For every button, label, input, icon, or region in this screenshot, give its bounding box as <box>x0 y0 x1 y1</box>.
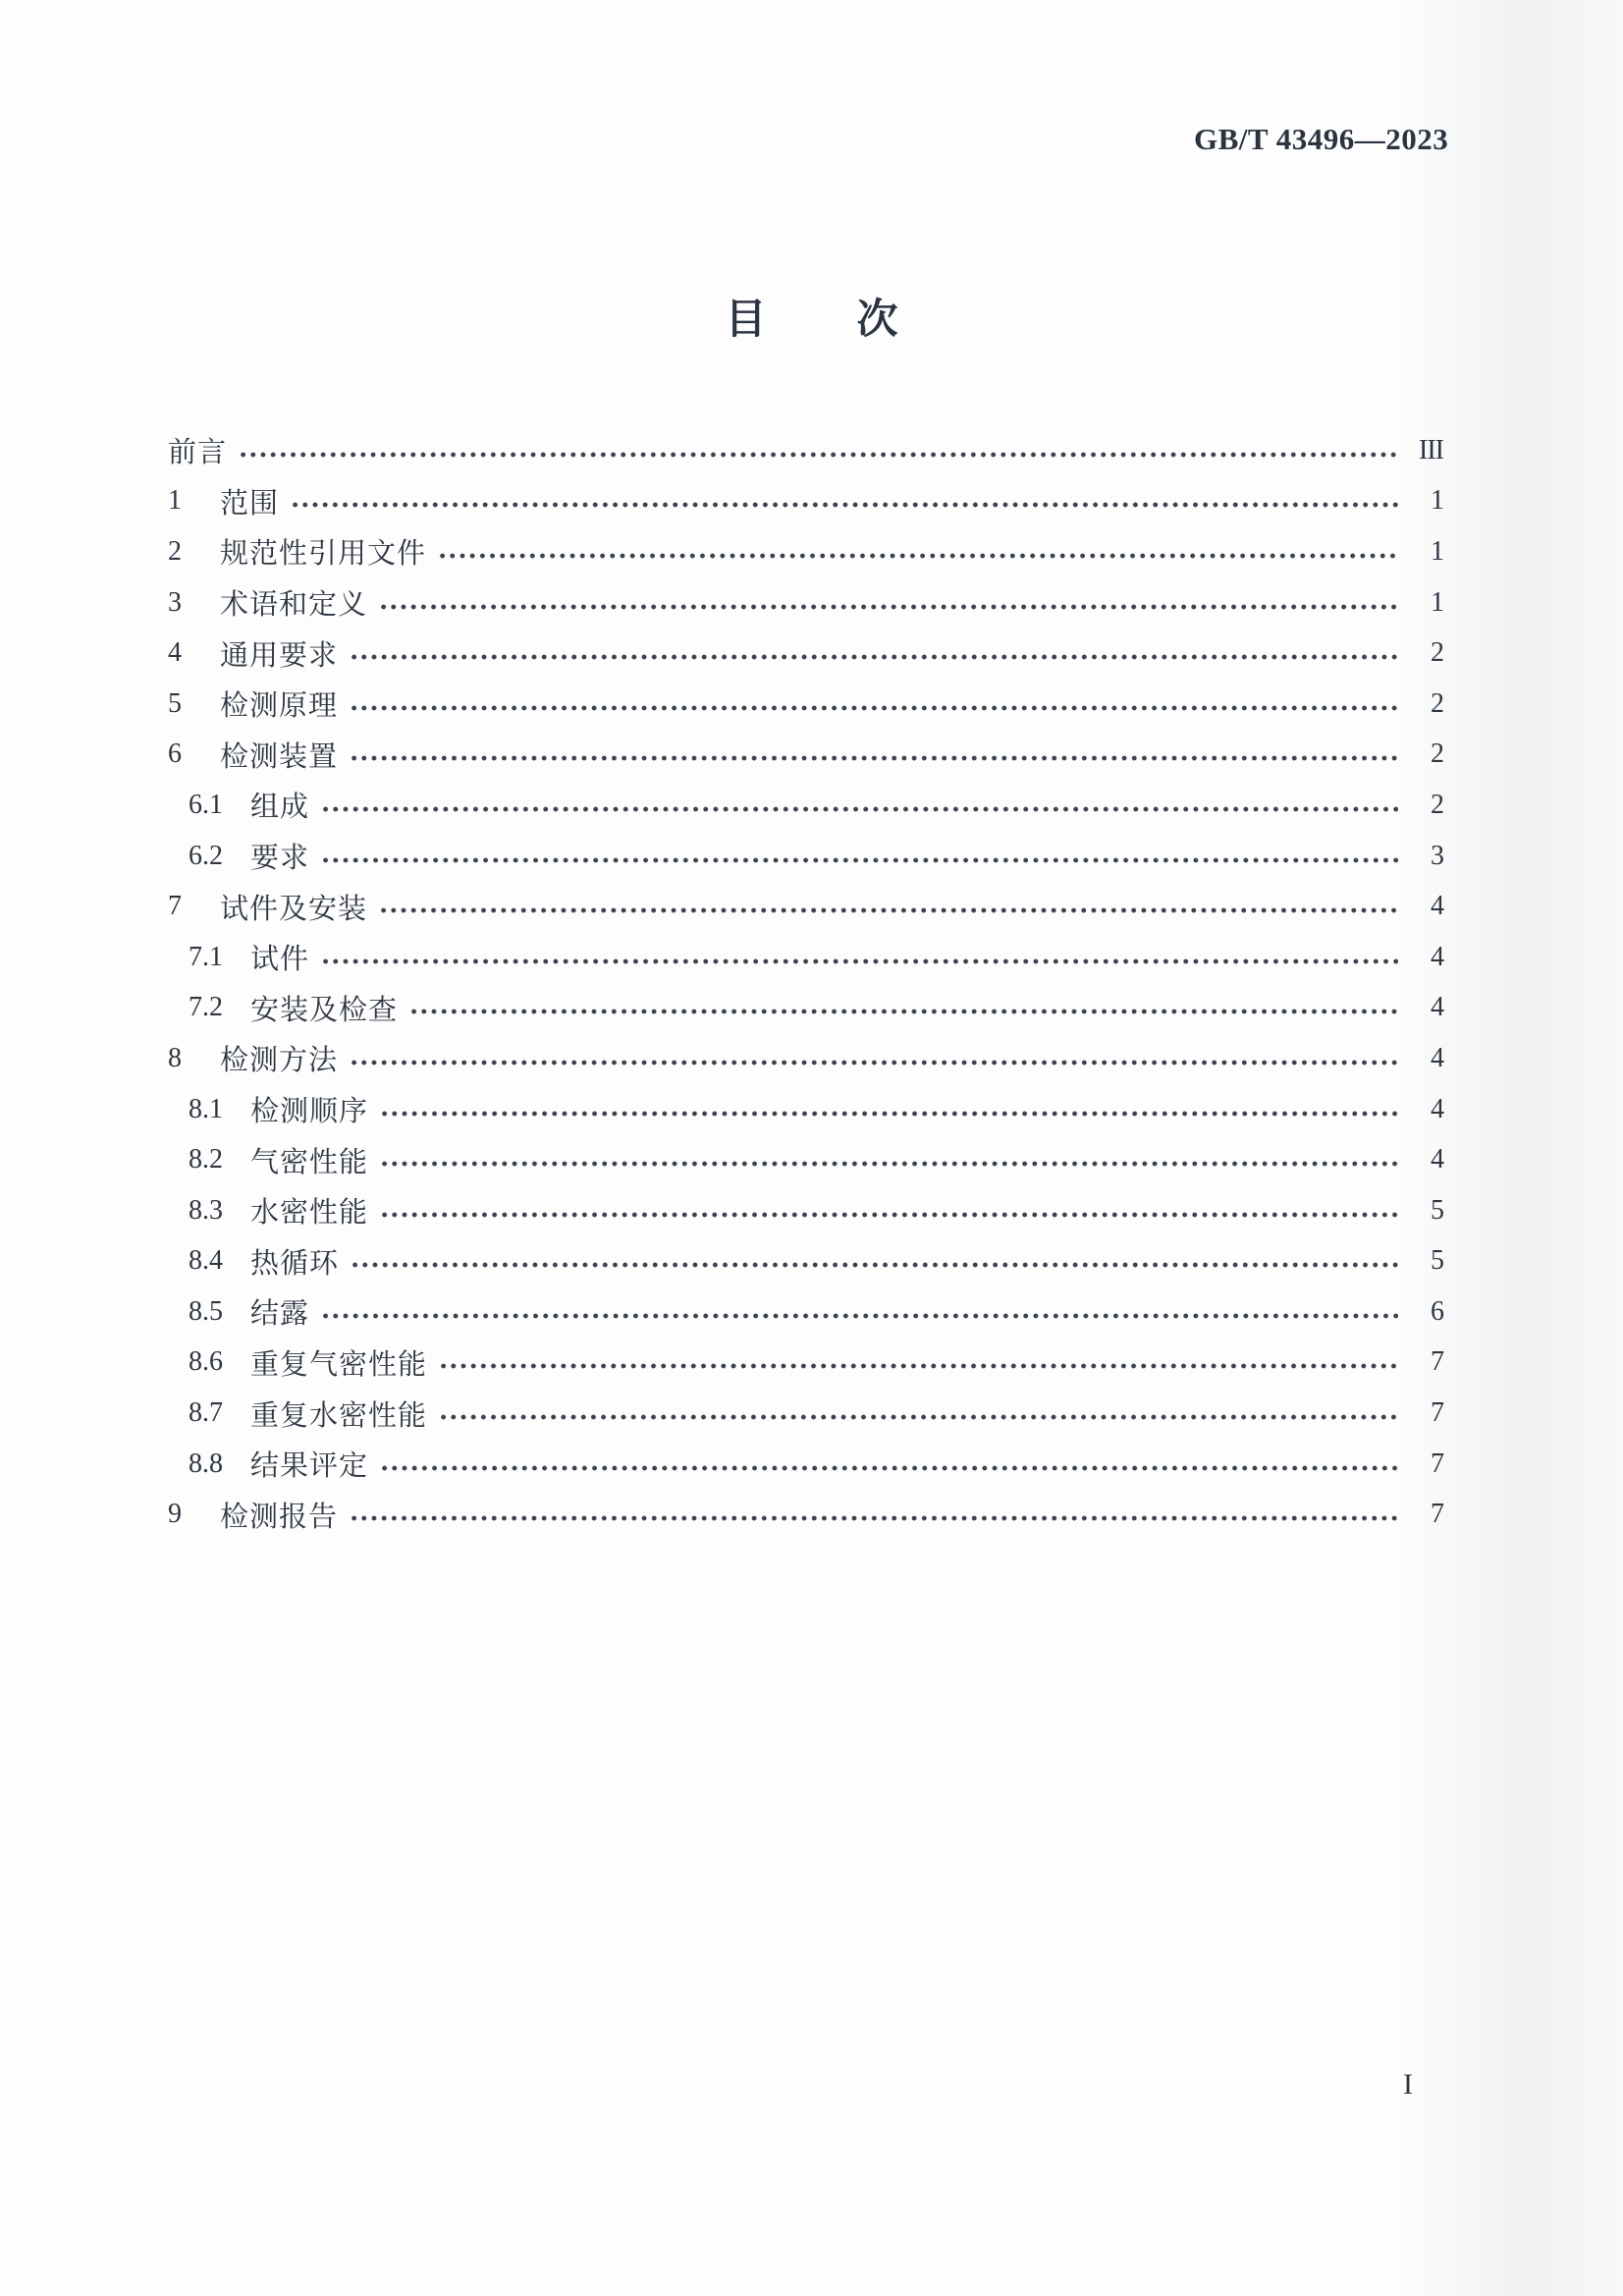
toc-dot-leader <box>323 806 1398 812</box>
toc-entry-page: 1 <box>1431 586 1443 618</box>
toc-dot-leader <box>382 1161 1398 1167</box>
toc-entry-number: 8 <box>168 1042 182 1073</box>
toc-entry-label: 组成 <box>250 792 310 824</box>
toc-row <box>0 1033 1623 1084</box>
page-title <box>0 287 1623 346</box>
toc-dot-leader <box>352 705 1398 711</box>
toc-entry-number: 7.2 <box>189 992 223 1023</box>
toc-entry-number: 9 <box>168 1499 182 1530</box>
toc-entry-label: 检测原理 <box>220 690 339 723</box>
table-of-contents <box>0 425 1623 1540</box>
toc-entry-number: 1 <box>168 485 182 517</box>
toc-entry-label: 重复水密性能 <box>250 1399 428 1432</box>
toc-entry-label: 试件 <box>250 944 310 976</box>
toc-entry-number: 7 <box>168 891 182 922</box>
toc-entry-label: 热循环 <box>250 1247 340 1280</box>
toc-entry-page: 1 <box>1431 485 1443 517</box>
toc-entry-label: 气密性能 <box>250 1146 369 1178</box>
toc-entry-page: 7 <box>1431 1397 1443 1429</box>
toc-dot-leader <box>241 452 1398 458</box>
toc-entry-page: 7 <box>1431 1499 1443 1530</box>
toc-entry-label: 结果评定 <box>250 1450 369 1483</box>
toc-row <box>0 1236 1623 1287</box>
toc-entry-number: 2 <box>168 535 182 567</box>
toc-entry-page: 1 <box>1431 535 1443 567</box>
toc-row <box>0 1185 1623 1236</box>
toc-entry-page: 4 <box>1431 891 1443 922</box>
toc-dot-leader <box>382 1465 1398 1471</box>
toc-entry-page: 2 <box>1431 637 1443 669</box>
toc-entry-label: 检测报告 <box>220 1501 339 1533</box>
toc-row <box>0 1084 1623 1135</box>
toc-row <box>0 476 1623 527</box>
toc-dot-leader <box>352 1515 1398 1521</box>
toc-dot-leader <box>352 1262 1398 1268</box>
toc-entry-number: 8.3 <box>189 1194 223 1226</box>
toc-entry-page: 2 <box>1431 789 1443 820</box>
title-char-ci: 次 <box>856 298 898 343</box>
toc-entry-number: 8.1 <box>189 1093 223 1124</box>
toc-row <box>0 983 1623 1034</box>
toc-entry-label: 水密性能 <box>250 1197 369 1230</box>
toc-entry-number: 8.5 <box>189 1295 223 1327</box>
toc-dot-leader <box>293 502 1398 508</box>
toc-entry-page: 4 <box>1431 992 1443 1023</box>
toc-dot-leader <box>382 1111 1398 1117</box>
toc-entry-page: 4 <box>1431 1042 1443 1073</box>
toc-entry-label: 规范性引用文件 <box>220 538 427 571</box>
toc-row <box>0 1286 1623 1338</box>
toc-entry-label: 检测方法 <box>220 1045 339 1077</box>
toc-dot-leader <box>323 857 1398 863</box>
toc-row <box>0 932 1623 983</box>
toc-dot-leader <box>352 755 1398 761</box>
toc-entry-label: 术语和定义 <box>220 589 368 622</box>
toc-entry-number: 3 <box>168 586 182 618</box>
toc-entry-page: 5 <box>1431 1245 1443 1277</box>
toc-dot-leader <box>382 1212 1398 1218</box>
toc-row <box>0 1388 1623 1439</box>
toc-row <box>0 1134 1623 1185</box>
toc-entry-label: 重复气密性能 <box>250 1348 428 1381</box>
toc-dot-leader <box>323 1313 1398 1319</box>
toc-row <box>0 425 1623 476</box>
toc-dot-leader <box>441 1414 1398 1420</box>
toc-row <box>0 1338 1623 1389</box>
toc-dot-leader <box>411 1009 1398 1014</box>
toc-entry-number: 8.7 <box>189 1397 223 1429</box>
toc-entry-number: 6.2 <box>189 840 223 871</box>
toc-entry-label: 前言 <box>168 437 228 469</box>
toc-dot-leader <box>381 907 1398 913</box>
toc-entry-number: 7.1 <box>189 941 223 972</box>
toc-dot-leader <box>352 654 1398 660</box>
toc-entry-page: 4 <box>1431 1093 1443 1124</box>
toc-entry-number: 8.2 <box>189 1144 223 1175</box>
toc-dot-leader <box>323 958 1398 964</box>
toc-entry-label: 安装及检查 <box>250 994 399 1026</box>
toc-entry-number: 6.1 <box>189 789 223 820</box>
toc-entry-page: 6 <box>1431 1295 1443 1327</box>
toc-entry-label: 通用要求 <box>220 639 339 672</box>
toc-entry-page: 2 <box>1431 687 1443 719</box>
toc-entry-number: 4 <box>168 637 182 669</box>
toc-row <box>0 780 1623 831</box>
toc-entry-number: 8.6 <box>189 1346 223 1378</box>
toc-entry-label: 检测顺序 <box>250 1096 369 1128</box>
toc-row <box>0 1489 1623 1540</box>
toc-entry-page: 7 <box>1431 1448 1443 1479</box>
toc-entry-number: 8.4 <box>189 1245 223 1277</box>
toc-entry-number: 5 <box>168 687 182 719</box>
toc-entry-page: 4 <box>1431 1144 1443 1175</box>
toc-entry-label: 结露 <box>250 1298 310 1331</box>
toc-row <box>0 679 1623 730</box>
toc-entry-label: 试件及安装 <box>220 893 368 925</box>
toc-dot-leader <box>352 1060 1398 1066</box>
toc-entry-page: III <box>1419 434 1443 465</box>
standard-code: GB/T 43496—2023 <box>1194 122 1449 156</box>
toc-entry-label: 范围 <box>220 487 280 519</box>
toc-entry-page: 3 <box>1431 840 1443 871</box>
toc-row <box>0 577 1623 629</box>
toc-entry-page: 7 <box>1431 1346 1443 1378</box>
toc-entry-page: 2 <box>1431 738 1443 770</box>
toc-row <box>0 831 1623 882</box>
toc-entry-number: 8.8 <box>189 1448 223 1479</box>
toc-entry-label: 检测装置 <box>220 740 339 773</box>
toc-dot-leader <box>440 553 1398 559</box>
toc-row <box>0 881 1623 932</box>
toc-entry-number: 6 <box>168 738 182 770</box>
toc-entry-page: 5 <box>1431 1194 1443 1226</box>
toc-dot-leader <box>381 604 1398 610</box>
toc-row <box>0 526 1623 577</box>
title-char-mu: 目 <box>725 298 767 343</box>
toc-row <box>0 730 1623 781</box>
footer-page-number: I <box>1403 2068 1413 2101</box>
toc-dot-leader <box>441 1363 1398 1369</box>
toc-row <box>0 628 1623 679</box>
toc-entry-page: 4 <box>1431 941 1443 972</box>
toc-row <box>0 1439 1623 1490</box>
toc-entry-label: 要求 <box>250 843 310 875</box>
